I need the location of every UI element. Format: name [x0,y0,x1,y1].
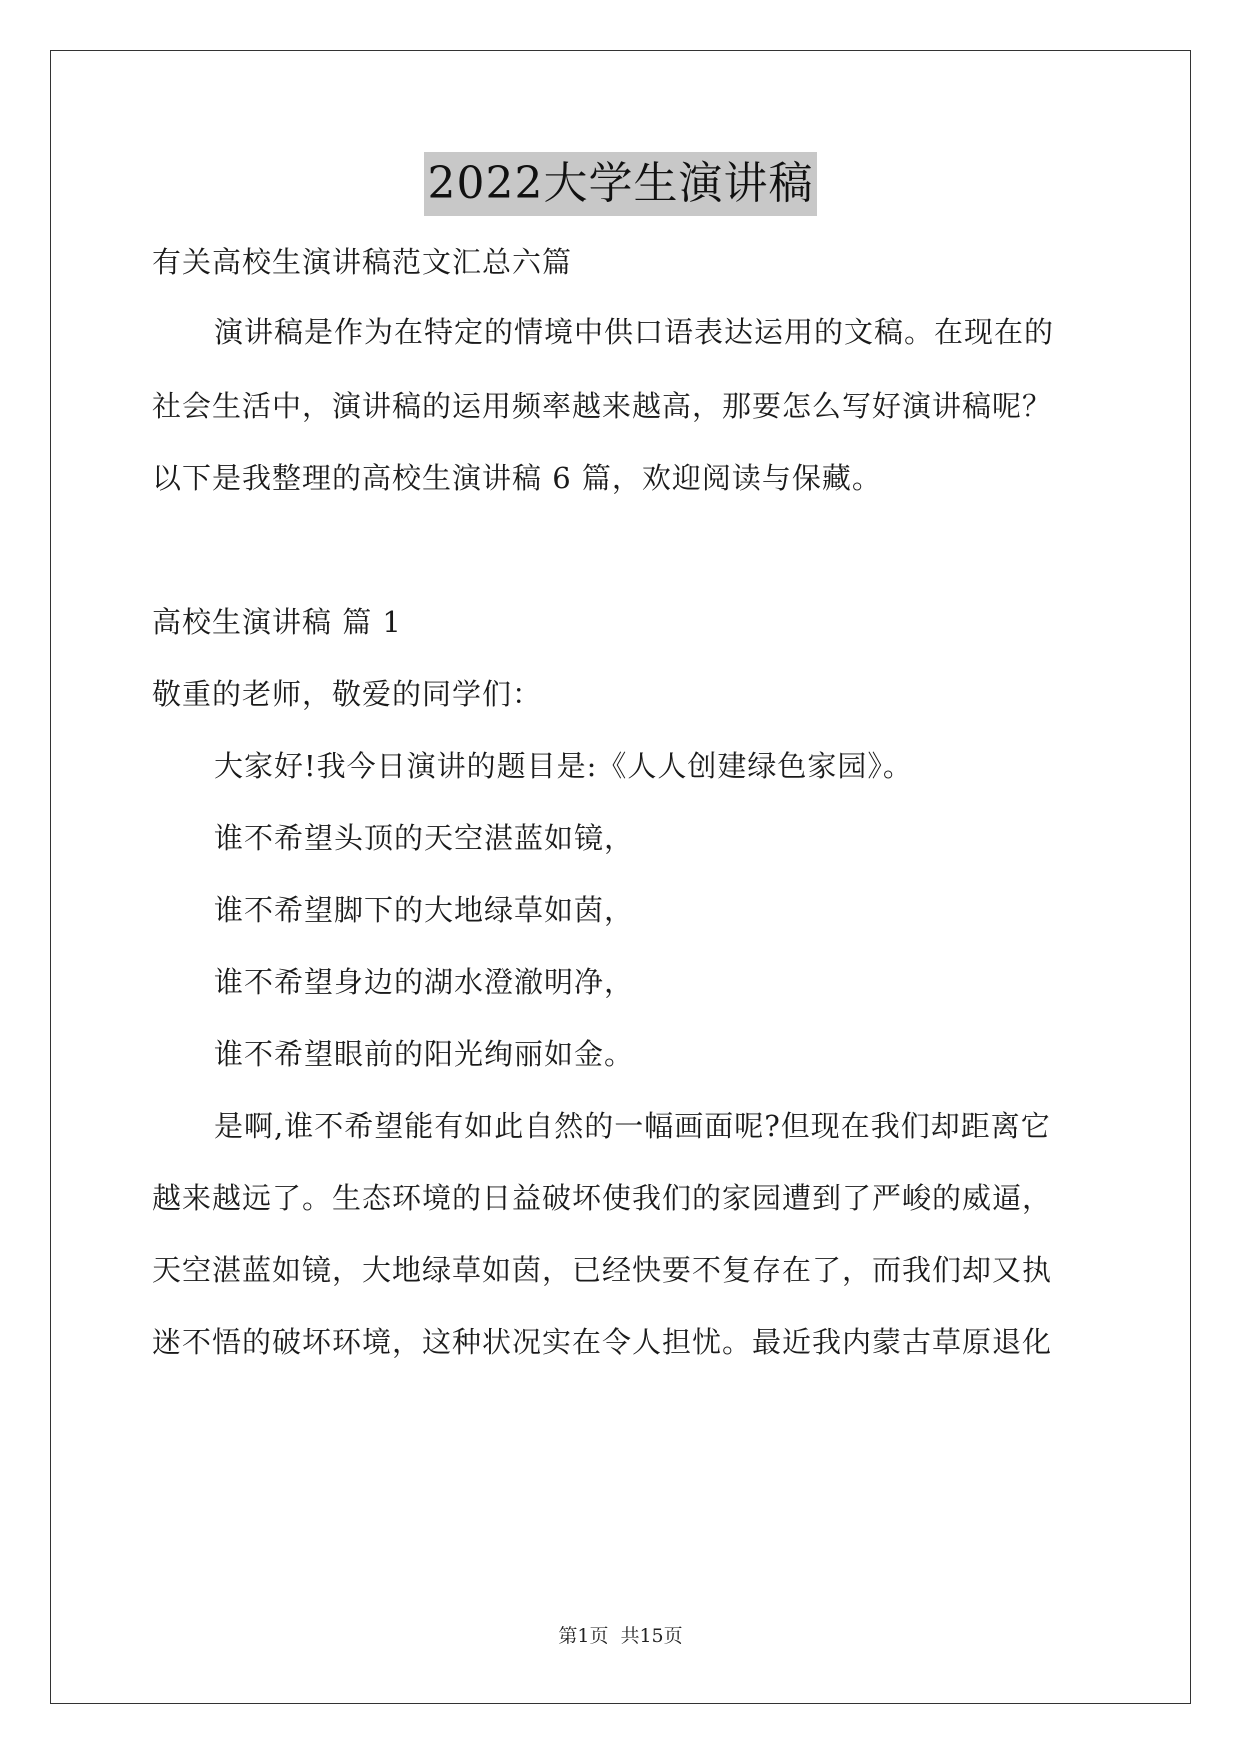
body-line-4: 谁不希望身边的湖水澄澈明净， [214,965,635,999]
intro-line-3: 以下是我整理的高校生演讲稿 6 篇，欢迎阅读与保藏。 [152,461,882,495]
section-heading: 高校生演讲稿 篇 1 [152,605,402,639]
page-number: 第1页 [558,1625,609,1647]
page-border [50,50,1191,1704]
intro-line-1: 演讲稿是作为在特定的情境中供口语表达运用的文稿。在现在的 [214,315,1055,349]
body-line-9: 迷不悟的破坏环境，这种状况实在令人担忧。最近我内蒙古草原退化 [152,1325,1053,1359]
body-line-1: 大家好!我今日演讲的题目是:《人人创建绿色家园》。 [214,749,913,783]
title-container [0,152,1241,216]
salutation: 敬重的老师，敬爱的同学们： [152,677,543,711]
body-line-5: 谁不希望眼前的阳光绚丽如金。 [214,1037,635,1071]
body-line-6: 是啊,谁不希望能有如此自然的一幅画面呢?但现在我们却距离它 [214,1109,1051,1143]
page-footer [0,1624,1241,1648]
body-line-7: 越来越远了。生态环境的日益破坏使我们的家园遭到了严峻的威逼， [152,1181,1053,1215]
body-line-3: 谁不希望脚下的大地绿草如茵， [214,893,635,927]
body-line-8: 天空湛蓝如镜，大地绿草如茵，已经快要不复存在了，而我们却又执 [152,1253,1053,1287]
document-subtitle: 有关高校生演讲稿范文汇总六篇 [152,245,573,279]
document-title: 2022大学生演讲稿 [424,152,818,216]
intro-line-2: 社会生活中，演讲稿的运用频率越来越高，那要怎么写好演讲稿呢？ [152,389,1053,423]
page-total: 共15页 [620,1625,683,1647]
body-line-2: 谁不希望头顶的天空湛蓝如镜， [214,821,635,855]
